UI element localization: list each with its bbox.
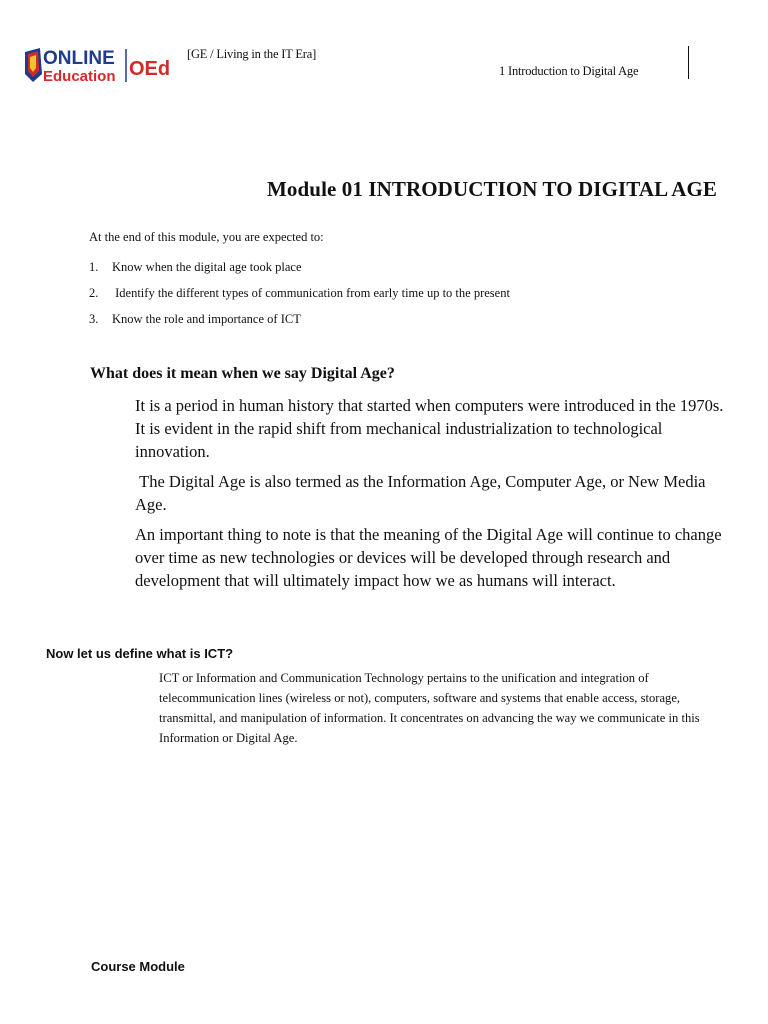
online-education-logo	[22, 44, 174, 86]
list-item	[89, 284, 510, 310]
ict-heading: Now let us define what is ICT?	[46, 646, 234, 661]
header-divider	[688, 46, 689, 79]
list-text: Identify the different types of communication from early time up to the present	[112, 286, 510, 300]
list-text: Know when the digital age took place	[112, 260, 302, 274]
list-number: 1.	[89, 260, 99, 274]
list-text: Know the role and importance of ICT	[112, 312, 301, 326]
list-item	[89, 310, 510, 336]
logo-line1: ONLINE	[43, 48, 115, 69]
paragraph: The Digital Age is also termed as the Information Age, Computer Age, or New Media Age.	[135, 472, 709, 514]
course-label: [GE / Living in the IT Era]	[187, 47, 317, 61]
module-title: Module 01 INTRODUCTION TO DIGITAL AGE	[267, 177, 718, 201]
list-item	[89, 258, 510, 284]
digital-age-body	[135, 394, 735, 599]
paragraph: It is a period in human history that started when computers were introduced in the 1970s. It is evident in the rapid shift from mechanical industrialization to technological innovation.	[135, 396, 724, 461]
ict-body: ICT or Information and Communication Technology pertains to the unification and integration of telecommunication lines (wireless or not), computers, software and systems that enable access, storage, transmittal, and manipulation of information. It concentrates on advancing the way we communicate in this Information or Digital Age.	[159, 671, 700, 745]
crest-icon	[25, 48, 42, 82]
logo-mark: OEd	[129, 58, 171, 80]
logo-line2: Education	[43, 68, 116, 85]
objectives-intro: At the end of this module, you are expected to:	[89, 230, 324, 244]
digital-age-heading: What does it mean when we say Digital Age?	[90, 365, 395, 382]
list-number: 2.	[89, 286, 99, 300]
footer-label: Course Module	[91, 959, 185, 974]
paragraph: An important thing to note is that the meaning of the Digital Age will continue to change over time as new technologies or devices will be developed through research and development that will ultimately impact how we as humans will interact.	[135, 525, 722, 590]
header-module-label: 1 Introduction to Digital Age	[499, 64, 639, 78]
objectives-list	[89, 258, 510, 336]
list-number: 3.	[89, 312, 99, 326]
